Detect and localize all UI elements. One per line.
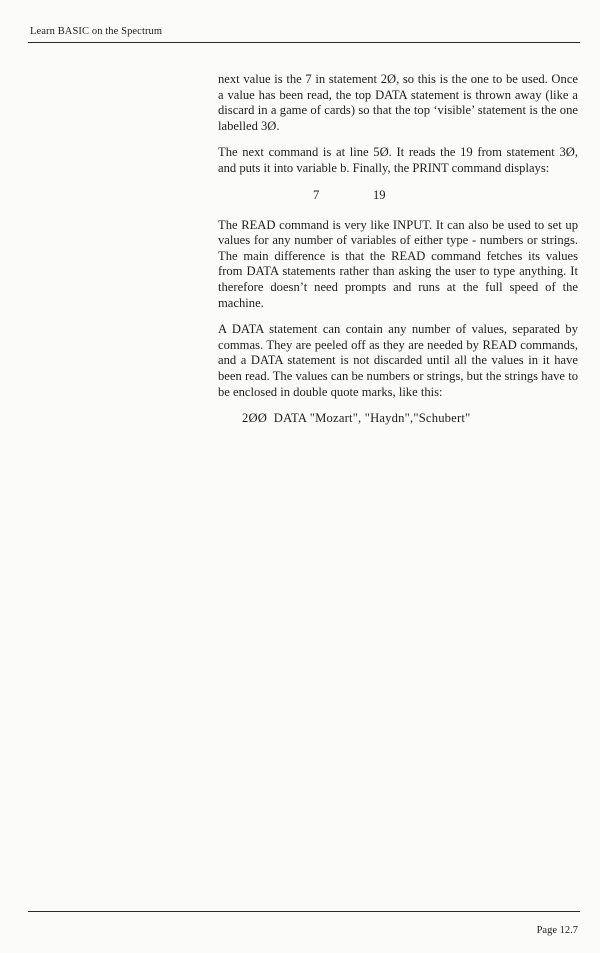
print-output bbox=[218, 188, 578, 208]
running-title: Learn BASIC on the Spectrum bbox=[30, 26, 163, 37]
header-rule bbox=[28, 42, 580, 43]
body-column bbox=[218, 72, 578, 427]
output-value-7: 7 bbox=[313, 187, 320, 202]
paragraph-2: The next command is at line 5Ø. It reads the 19 from statement 3Ø, and puts it into variable b. Finally, the PRINT command displays: bbox=[218, 145, 578, 175]
output-value-19: 19 bbox=[373, 187, 386, 202]
paragraph-3: The READ command is very like INPUT. It can also be used to set up values for any number of variables of either type - numbers or strings. The main difference is that the READ command fetches its values from DATA statements rather than asking the user to type anything. It therefore doesn’t need prompts and runs at the full speed of the machine. bbox=[218, 217, 578, 310]
code-example: 2ØØ DATA "Mozart", "Haydn","Schubert" bbox=[242, 411, 471, 426]
page-number: Page 12.7 bbox=[536, 925, 578, 936]
footer-rule bbox=[28, 911, 580, 912]
paragraph-4: A DATA statement can contain any number of values, separated by commas. They are peeled off as they are needed by READ commands, and a DATA statement is not discarded until all the values in it have been read. The values can be numbers or strings, but the strings have to be enclosed in double quote marks, like this: bbox=[218, 322, 578, 399]
paragraph-1: next value is the 7 in statement 2Ø, so this is the one to be used. Once a value has been read, the top DATA statement is thrown away (like a discard in a game of cards) so that the top ‘visible’ statement is the one labelled 3Ø. bbox=[218, 72, 578, 133]
